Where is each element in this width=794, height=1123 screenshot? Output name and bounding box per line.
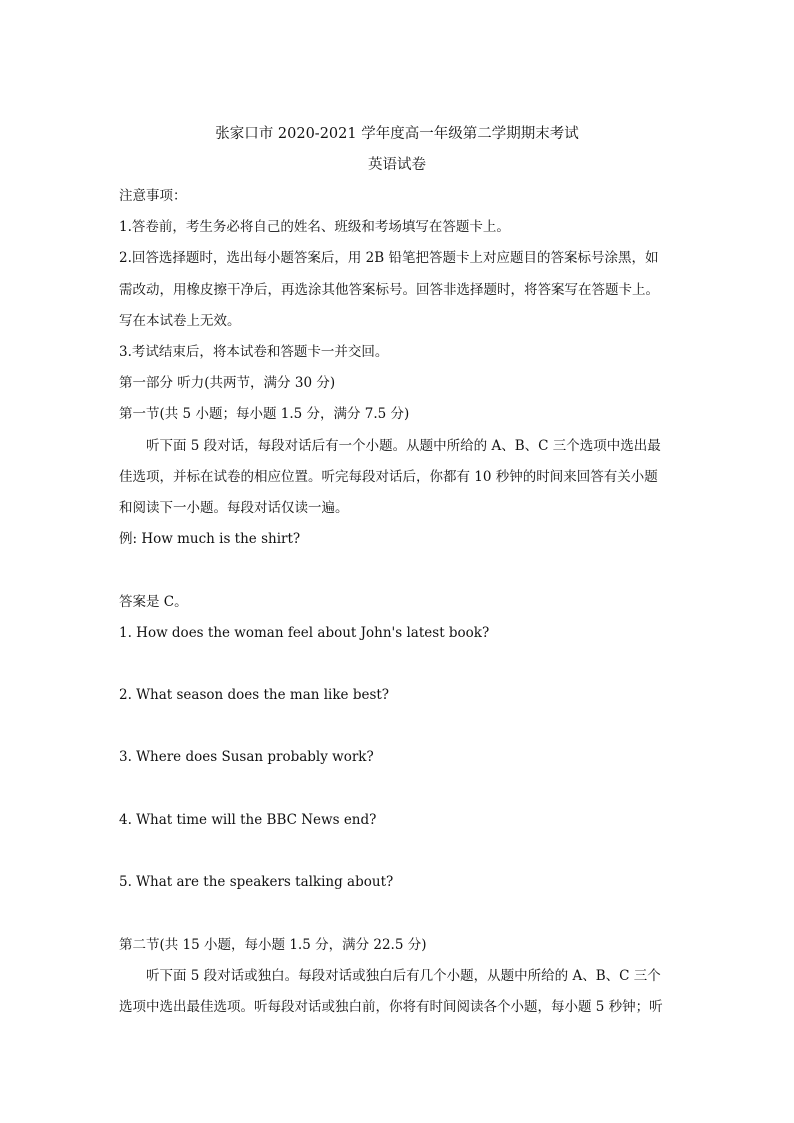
notice-item-1: 1.答卷前，考生务必将自己的姓名、班级和考场填写在答题卡上。 xyxy=(119,219,510,235)
exam-title: 张家口市 2020-2021 学年度高一年级第二学期期末考试 xyxy=(215,126,579,142)
question-text: 4. What time will the BBC News end? xyxy=(119,812,377,828)
section1-instruction-line-2: 佳选项，并标在试卷的相应位置。听完每段对话后，你都有 10 秒钟的时间来回答有关小题 xyxy=(119,469,658,485)
section2-heading: 第二节(共 15 小题，每小题 1.5 分，满分 22.5 分) xyxy=(119,937,427,953)
question-text: 1. How does the woman feel about John's latest book? xyxy=(119,625,490,641)
notice-item-2-line-1: 2.回答选择题时，选出每小题答案后，用 2B 铅笔把答题卡上对应题目的答案标号涂黑，如 xyxy=(119,250,659,266)
example-question: 例: How much is the shirt? xyxy=(119,531,301,547)
exam-subtitle: 英语试卷 xyxy=(368,157,426,173)
section1-heading: 第一节(共 5 小题；每小题 1.5 分，满分 7.5 分) xyxy=(119,406,410,422)
question-text: 2. What season does the man like best? xyxy=(119,687,390,703)
section1-instruction-line-3: 和阅读下一小题。每段对话仅读一遍。 xyxy=(119,500,349,516)
section1-instruction-line-1: 听下面 5 段对话，每段对话后有一个小题。从题中所给的 A、B、C 三个选项中选出最 xyxy=(146,438,661,454)
notice-heading: 注意事项： xyxy=(119,188,187,204)
section2-instruction-line-2: 选项中选出最佳选项。听每段对话或独白前，你将有时间阅读各个小题，每小题 5 秒钟；听 xyxy=(119,999,663,1015)
question-text: 5. What are the speakers talking about? xyxy=(119,874,394,890)
notice-item-3: 3.考试结束后，将本试卷和答题卡一并交回。 xyxy=(119,344,389,360)
notice-item-2-line-3: 写在本试卷上无效。 xyxy=(119,313,241,329)
section2-instruction-line-1: 听下面 5 段对话或独白。每段对话或独白后有几个小题，从题中所给的 A、B、C 三个 xyxy=(146,968,661,984)
example-answer: 答案是 C。 xyxy=(119,594,188,610)
part1-heading: 第一部分 听力(共两节，满分 30 分) xyxy=(119,375,336,391)
question-text: 3. Where does Susan probably work? xyxy=(119,749,374,765)
notice-item-2-line-2: 需改动，用橡皮擦干净后，再选涂其他答案标号。回答非选择题时，将答案写在答题卡上。 xyxy=(119,282,659,298)
